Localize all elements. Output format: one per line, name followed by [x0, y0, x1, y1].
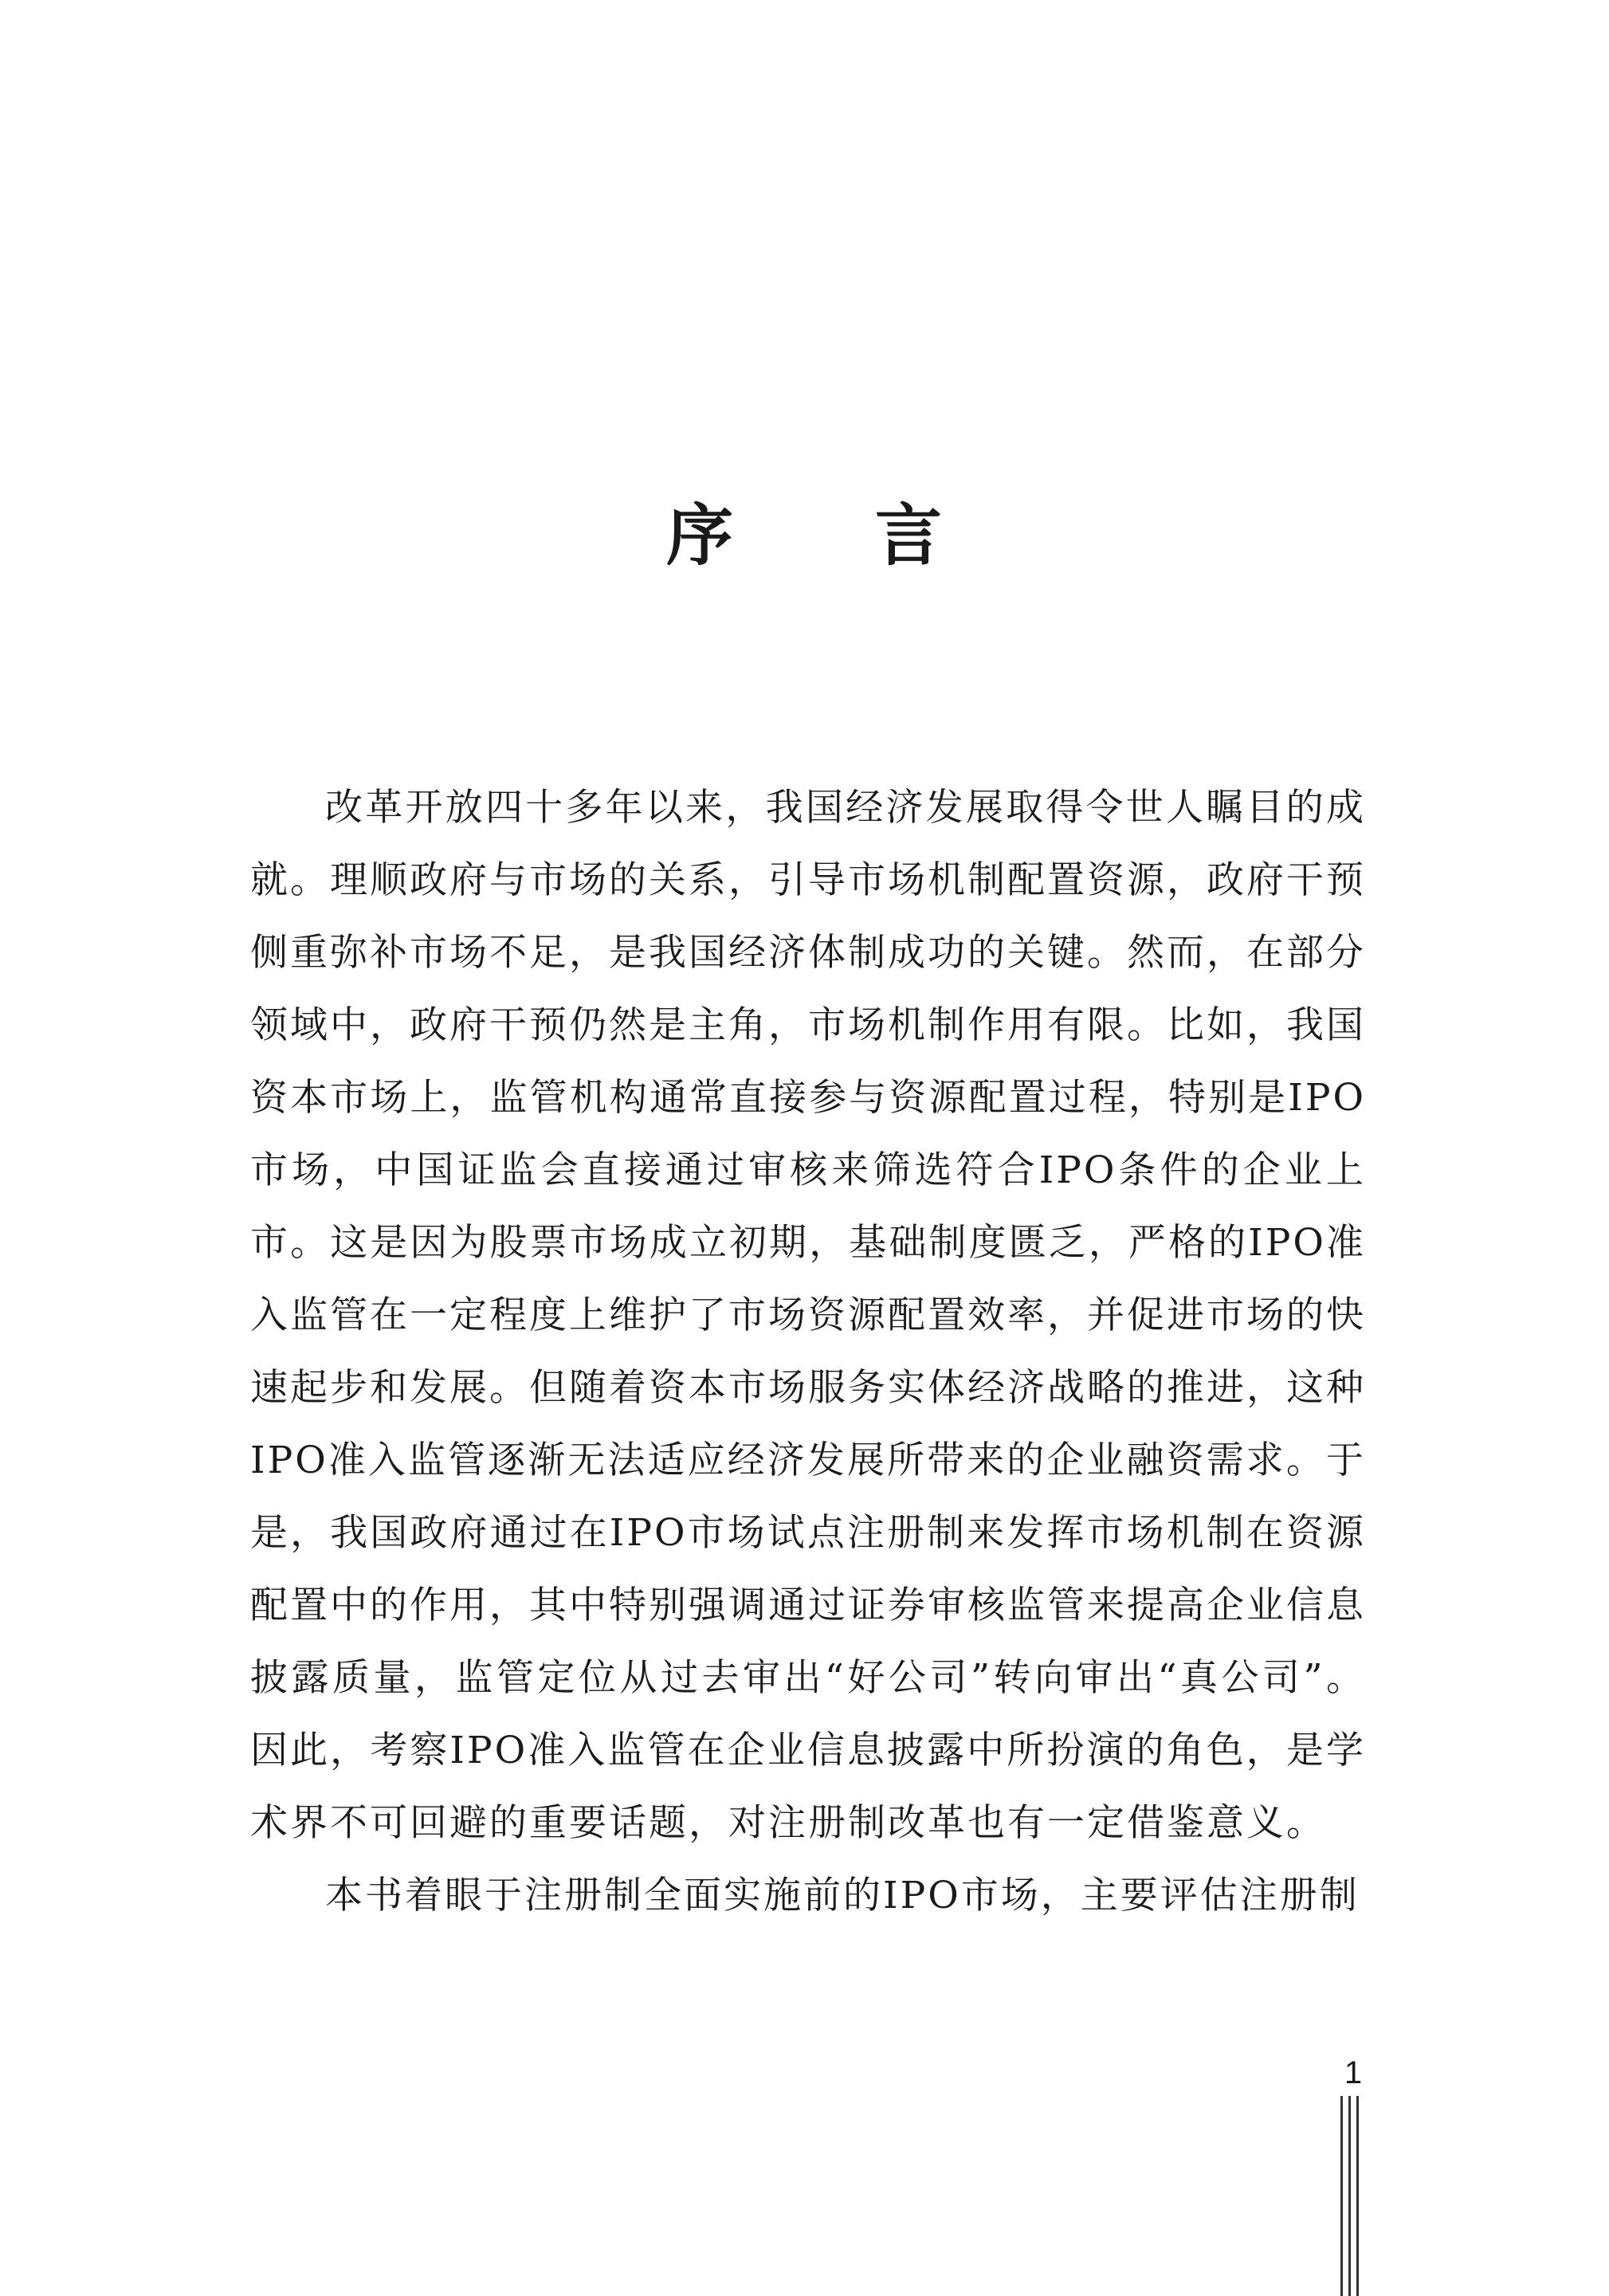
- page-edge-rule: [1356, 2096, 1359, 2296]
- body-text: [250, 771, 1366, 1932]
- paragraph-1: 改革开放四十多年以来，我国经济发展取得令世人瞩目的成就。理顺政府与市场的关系，引导市场机制配置资源，政府干预侧重弥补市场不足，是我国经济体制成功的关键。然而，在部分领域中，政府干预仍然是主角，市场机制作用有限。比如，我国资本市场上，监管机构通常直接参与资源配置过程，特别是IPO市场，中国证监会直接通过审核来筛选符合IPO条件的企业上市。这是因为股票市场成立初期，基础制度匮乏，严格的IPO准入监管在一定程度上维护了市场资源配置效率，并促进市场的快速起步和发展。但随着资本市场服务实体经济战略的推进，这种IPO准入监管逐渐无法适应经济发展所带来的企业融资需求。于是，我国政府通过在IPO市场试点注册制来发挥市场机制在资源配置中的作用，其中特别强调通过证券审核监管来提高企业信息披露质量，监管定位从过去审出“好公司”转向审出“真公司”。因此，考察IPO准入监管在企业信息披露中所扮演的角色，是学术界不可回避的重要话题，对注册制改革也有一定借鉴意义。: [250, 786, 1366, 1845]
- title-char-2: 言: [875, 496, 943, 575]
- page-edge-rule: [1348, 2096, 1351, 2296]
- page-number: 1: [1344, 2055, 1363, 2090]
- page-edge-rule: [1340, 2096, 1343, 2296]
- paragraph-2: 本书着眼于注册制全面实施前的IPO市场，主要评估注册制: [325, 1874, 1360, 1917]
- title-char-1: 序: [666, 496, 734, 575]
